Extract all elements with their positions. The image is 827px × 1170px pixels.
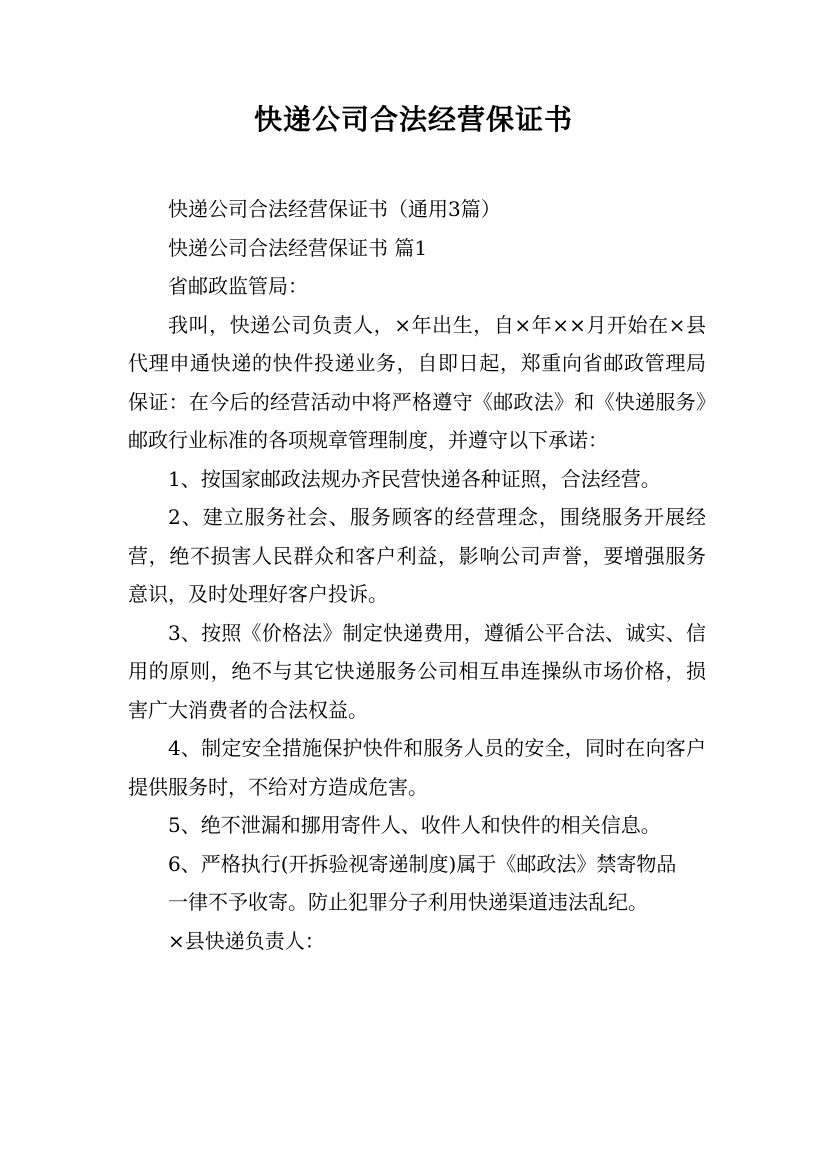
paragraph-item-3: 3、按照《价格法》制定快递费用，遵循公平合法、诚实、信用的原则，绝不与其它快递服务公司相互串连操纵市场价格，损害广大消费者的合法权益。 bbox=[128, 620, 706, 722]
document-body bbox=[128, 190, 706, 960]
paragraph-addressee: 省邮政监管局： bbox=[168, 274, 308, 298]
paragraph-signature: ×县快递负责人： bbox=[168, 928, 325, 953]
paragraph-intro: 我叫，快递公司负责人，×年出生，自×年××月开始在×县代理申通快递的快件投递业务，自即日起，郑重向省邮政管理局保证：在今后的经营活动中将严格遵守《邮政法》和《快递服务》邮政行业标准的各项规章管理制度，并遵守以下承诺： bbox=[128, 312, 706, 452]
document-title: 快递公司合法经营保证书 bbox=[253, 103, 573, 136]
paragraph-item-2: 2、建立服务社会、服务顾客的经营理念，围绕服务开展经营，绝不损害人民群众和客户利益，影响公司声誉，要增强服务意识，及时处理好客户投诉。 bbox=[128, 505, 706, 606]
paragraph-item-5: 5、绝不泄漏和挪用寄件人、收件人和快件的相关信息。 bbox=[168, 813, 661, 837]
paragraph-section-heading: 快递公司合法经营保证书 篇1 bbox=[168, 235, 428, 260]
paragraph-subtitle: 快递公司合法经营保证书（通用3篇） bbox=[168, 197, 501, 221]
paragraph-item-1: 1、按国家邮政法规办齐民营快递各种证照，合法经营。 bbox=[168, 466, 661, 491]
paragraph-item-6: 6、严格执行(开拆验视寄递制度)属于《邮政法》禁寄物品 bbox=[168, 851, 677, 876]
paragraph-item-4: 4、制定安全措施保护快件和服务人员的安全，同时在向客户提供服务时，不给对方造成危害。 bbox=[128, 736, 706, 799]
paragraph-item-6-continued: 一律不予收寄。防止犯罪分子利用快递渠道违法乱纪。 bbox=[168, 890, 648, 914]
